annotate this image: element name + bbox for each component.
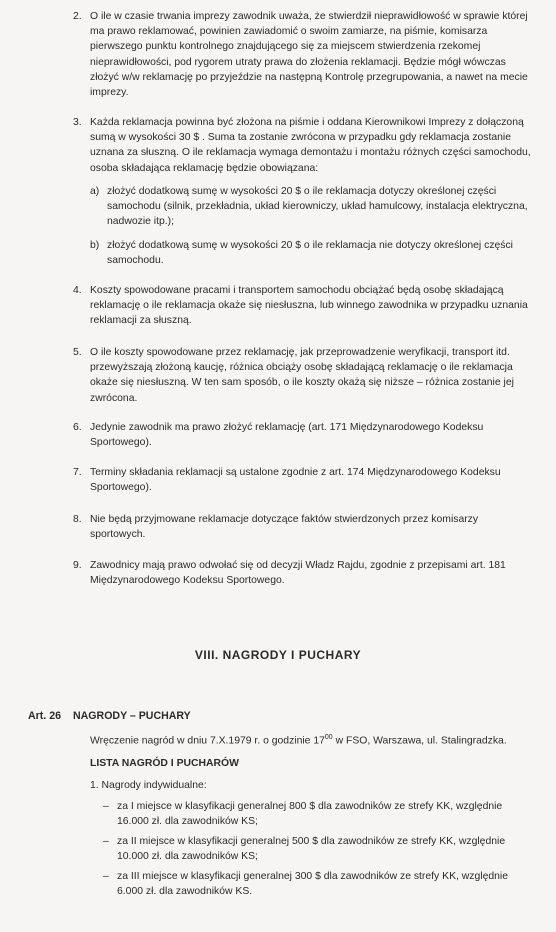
sub-paragraph-text: złożyć dodatkową sumę w wysokości 20 $ o ile reklamacja nie dotyczy określonej części samochodu. — [107, 240, 513, 267]
paragraph-text: Nie będą przyjmowane reklamacje dotyczące faktów stwierdzonych przez komisarzy sportowych. — [90, 514, 479, 541]
paragraph-9 — [73, 558, 533, 588]
award-item-1 — [103, 799, 533, 829]
dash-marker: – — [103, 836, 109, 847]
paragraph-4 — [73, 283, 533, 329]
paragraph-text: Każda reklamacja powinna być złożona na piśmie i oddana Kierownikowi Imprezy z dołączoną sumą w wysokości 30 $ . Suma ta zostanie zwrócona w przypadku gdy reklamacja zostanie uznana za słuszną. O ile reklamacja wymaga demontażu i montażu różnych części samochodu, osoba składająca reklamację będzie obowiązana: — [90, 117, 531, 174]
paragraph-number: 4. — [73, 285, 82, 296]
sub-paragraph-letter: a) — [90, 186, 100, 197]
sub-paragraph-b — [90, 238, 535, 268]
section-title: VIII. NAGRODY I PUCHARY — [194, 648, 362, 662]
award-text: za I miejsce w klasyfikacji generalnej 800 $ dla zawodników ze strefy KK, względnie 16.000 zł. dla zawodników KS; — [117, 801, 503, 828]
paragraph-3 — [73, 115, 533, 176]
paragraph-5 — [73, 345, 533, 406]
award-text: za III miejsce w klasyfikacji generalnej 300 $ dla zawodników ze strefy KK, względnie 6.000 zł. dla zawodników KS. — [117, 871, 508, 898]
paragraph-2 — [73, 9, 533, 100]
ceremony-text-start: Wręczenie nagród w dniu 7.X.1979 r. o godzinie 17 — [90, 735, 325, 747]
paragraph-number: 2. — [73, 11, 82, 22]
dash-marker: – — [103, 801, 109, 812]
paragraph-number: 5. — [73, 347, 82, 358]
ceremony-text-end: w FSO, Warszawa, ul. Stalingradzka. — [332, 735, 507, 747]
paragraph-number: 7. — [73, 467, 82, 478]
sub-paragraph-letter: b) — [90, 240, 100, 251]
ceremony-line — [90, 730, 540, 749]
paragraph-number: 3. — [73, 117, 82, 128]
dash-marker: – — [103, 871, 109, 882]
paragraph-7 — [73, 465, 533, 495]
paragraph-text: O ile w czasie trwania imprezy zawodnik uważa, że stwierdził nieprawidłowość w sprawie której ma prawo reklamować, powinien zawiadomić o swoim zamiarze, na piśmie, komisarza pierwszego punktu kontrolnego znajdującego się za miejscem stwierdzenia rzekomej nieprawidłowości, pod rygorem utraty prawa do złożenia reklamacji. Będzie mógł wówczas złożyć w/w reklamację po przyjeździe na następną Kontrolę przegrupowania, a nawet na mecie imprezy. — [90, 11, 528, 99]
paragraph-number: 6. — [73, 422, 82, 433]
paragraph-text: O ile koszty spowodowane przez reklamację, jak przeprowadzenie weryfikacji, transport itd. przewyższają złożoną kaucję, różnica obciąży osobę składającą reklamację o ile reklamacja okaże się niesłuszną. W ten sam sposób, o ile koszty okażą się niższe – różnica zostanie jej zwrócona. — [90, 347, 514, 404]
paragraph-text: Koszty spowodowane pracami i transportem samochodu obciążać będą osobę składającą reklamację o ile reklamacja okaże się niesłuszna, lub winnego zawodnika w przypadku uznania reklamacji za słuszną. — [90, 285, 528, 327]
paragraph-text: Zawodnicy mają prawo odwołać się od decyzji Władz Rajdu, zgodnie z przepisami art. 181 Międzynarodowego Kodeksu Sportowego. — [90, 560, 506, 587]
award-text: za II miejsce w klasyfikacji generalnej 500 $ dla zawodników ze strefy KK, względnie 10.000 zł. dla zawodników KS; — [117, 836, 506, 863]
awards-heading: 1. Nagrody indywidualne: — [90, 780, 207, 791]
list-title: LISTA NAGRÓD I PUCHARÓW — [90, 758, 239, 769]
ceremony-time-superscript: 00 — [324, 734, 333, 741]
sub-paragraph-a — [90, 184, 535, 230]
paragraph-number: 9. — [73, 560, 82, 571]
paragraph-number: 8. — [73, 514, 82, 525]
paragraph-text: Terminy składania reklamacji są ustalone zgodnie z art. 174 Międzynarodowego Kodeksu Sportowego). — [90, 467, 501, 494]
article-title: NAGRODY – PUCHARY — [73, 710, 191, 722]
paragraph-8 — [73, 512, 533, 542]
award-item-2 — [103, 834, 533, 864]
paragraph-text: Jedynie zawodnik ma prawo złożyć reklamację (art. 171 Międzynarodowego Kodeksu Sportowego). — [90, 422, 484, 449]
paragraph-6 — [73, 420, 533, 450]
sub-paragraph-text: złożyć dodatkową sumę w wysokości 20 $ o ile reklamacja dotyczy określonej części samochodu (silnik, przekładnia, układ kierowniczy, układ hamulcowy, instalacja elektryczna, nadwozie itp.); — [107, 186, 528, 228]
article-number: Art. 26 — [28, 710, 61, 722]
award-item-3 — [103, 869, 533, 899]
